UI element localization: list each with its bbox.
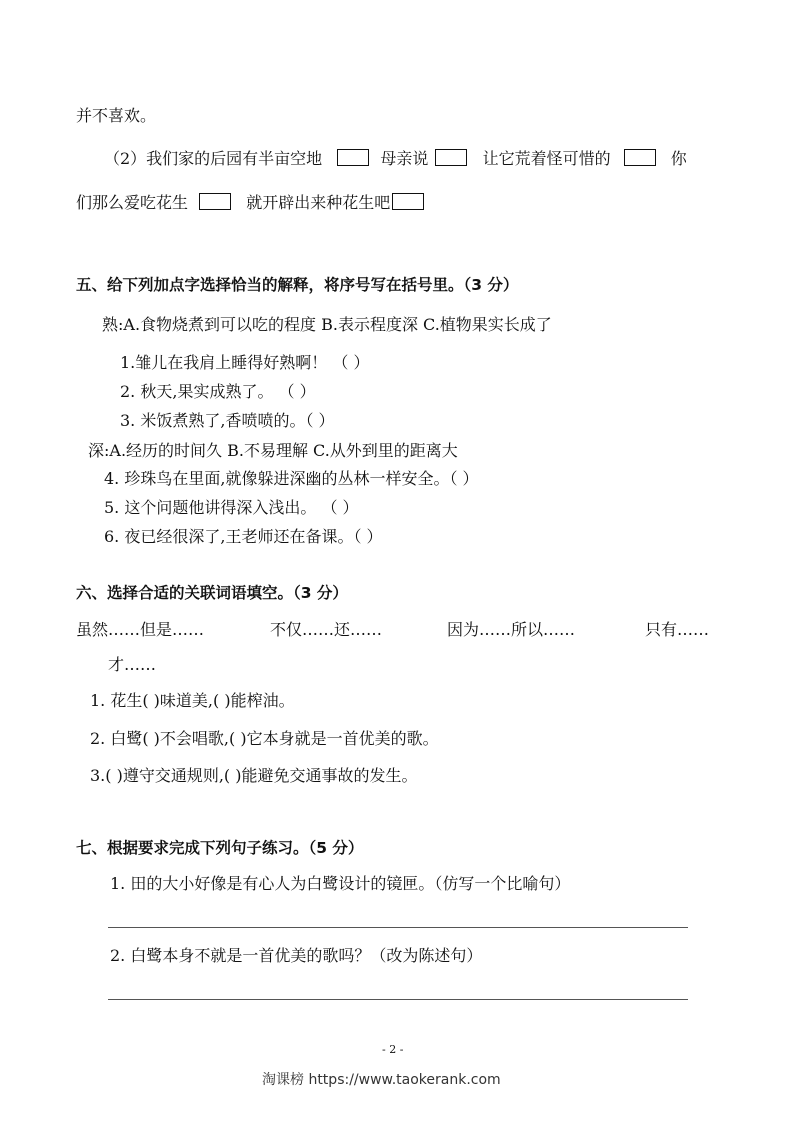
q5-item-1: 1.雏儿在我肩上睡得好熟啊！ （ ） bbox=[120, 353, 370, 372]
q6-item-2: 2. 白鹭( )不会唱歌,( )它本身就是一首优美的歌。 bbox=[90, 729, 439, 748]
q6-option-1: 虽然……但是…… bbox=[76, 620, 205, 639]
q5-shu-definitions: 熟:A.食物烧煮到可以吃的程度 B.表示程度深 C.植物果实长成了 bbox=[102, 315, 552, 334]
q4-text-a: （2）我们家的后园有半亩空地 bbox=[104, 149, 323, 168]
q7-item-2: 2. 白鹭本身不就是一首优美的歌吗？（改为陈述句） bbox=[110, 946, 483, 965]
q5-item-3: 3. 米饭煮熟了,香喷喷的。（ ） bbox=[120, 411, 335, 430]
punctuation-box[interactable] bbox=[624, 149, 656, 166]
q4-text-d: 你 bbox=[670, 149, 687, 168]
q5-item-4: 4. 珍珠鸟在里面,就像躲进深幽的丛林一样安全。（ ） bbox=[104, 469, 479, 488]
q6-option-4: 只有…… bbox=[645, 620, 710, 639]
footer-watermark: 淘课榜 https://www.taokerank.com bbox=[262, 1072, 501, 1088]
q4-text-e: 们那么爱吃花生 bbox=[76, 193, 189, 212]
q6-title: 六、选择合适的关联词语填空。（3 分） bbox=[76, 584, 348, 602]
q4-line0: 并不喜欢。 bbox=[76, 106, 157, 125]
q6-option-4-cont: 才…… bbox=[108, 655, 157, 674]
q6-item-1: 1. 花生( )味道美,( )能榨油。 bbox=[90, 691, 295, 710]
punctuation-box[interactable] bbox=[337, 149, 369, 166]
q5-item-2: 2. 秋天,果实成熟了。 （ ） bbox=[120, 382, 316, 401]
page-number: - 2 - bbox=[382, 1043, 404, 1056]
answer-line-1[interactable] bbox=[108, 927, 688, 928]
q4-text-b: 母亲说 bbox=[380, 149, 429, 168]
q6-option-2: 不仅……还…… bbox=[270, 620, 383, 639]
q5-item-5: 5. 这个问题他讲得深入浅出。 （ ） bbox=[104, 498, 359, 517]
punctuation-box[interactable] bbox=[392, 193, 424, 210]
answer-line-2[interactable] bbox=[108, 999, 688, 1000]
q4-text-f: 就开辟出来种花生吧 bbox=[246, 193, 391, 212]
q6-option-3: 因为……所以…… bbox=[447, 620, 576, 639]
q5-item-6: 6. 夜已经很深了,王老师还在备课。（ ） bbox=[104, 527, 383, 546]
q4-item2-line2 bbox=[76, 193, 424, 213]
q4-text-c: 让它荒着怪可惜的 bbox=[482, 149, 611, 168]
q4-item2-line1 bbox=[104, 149, 687, 169]
q7-item-1: 1. 田的大小好像是有心人为白鹭设计的镜匣。（仿写一个比喻句） bbox=[110, 874, 571, 893]
q5-shen-definitions: 深:A.经历的时间久 B.不易理解 C.从外到里的距离大 bbox=[88, 441, 458, 460]
punctuation-box[interactable] bbox=[199, 193, 231, 210]
punctuation-box[interactable] bbox=[435, 149, 467, 166]
q7-title: 七、根据要求完成下列句子练习。（5 分） bbox=[76, 839, 364, 857]
q6-item-3: 3.( )遵守交通规则,( )能避免交通事故的发生。 bbox=[90, 766, 418, 785]
q5-title: 五、给下列加点字选择恰当的解释，将序号写在括号里。（3 分） bbox=[76, 276, 519, 294]
